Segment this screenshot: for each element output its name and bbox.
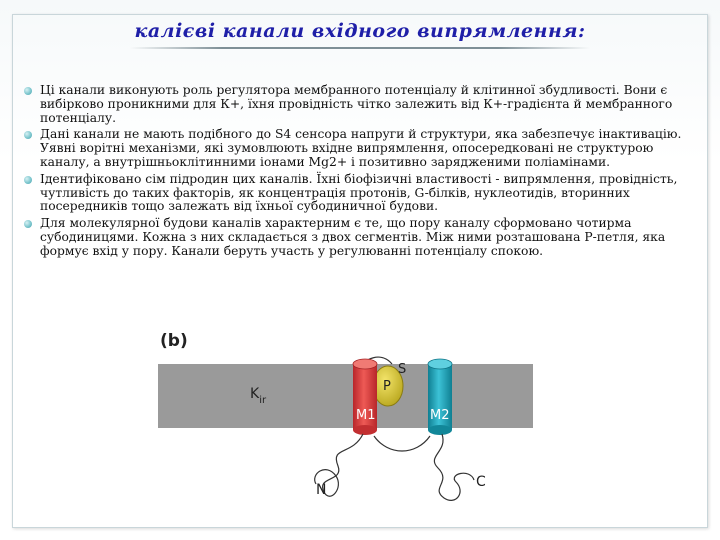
segment-m1-label: M1 xyxy=(356,408,376,423)
intracellular-loop xyxy=(374,436,430,451)
segment-m1-bottom xyxy=(353,425,377,435)
n-terminus-label: N xyxy=(316,482,327,498)
p-loop-label: P xyxy=(383,379,391,394)
segment-m2-top xyxy=(428,359,452,369)
slide-title: калієві канали вхідного випрямлення: xyxy=(134,20,586,42)
bullet-dot-icon xyxy=(24,87,32,95)
bullet-dot-icon xyxy=(24,220,32,228)
c-terminus-tail xyxy=(434,434,474,500)
bullet-item xyxy=(24,173,696,214)
bullet-dot-icon xyxy=(24,176,32,184)
membrane-band xyxy=(158,364,533,428)
bullet-text: Ідентифіковано сім підродин цих каналів. Їхні біофізичні властивості - випрямлення, провідність, чутливість до таких факторів, як концентрація протонів, G-білків, нуклеотидів, вторинних посередників тощо залежать від їхньої субодиничної будови. xyxy=(40,171,678,214)
bullet-item xyxy=(24,217,696,258)
bullet-text: Для молекулярної будови каналів характерним є те, що пору каналу сформовано чотирма субодиницями. Кожна з них складається з двох сегментів. Між ними розташована Р-петля, яка формує вхід у пору. Канали беруть участь у регулюванні потенціалу спокою. xyxy=(40,216,666,258)
channel-diagram-svg xyxy=(130,316,546,518)
bullet-text: Дані канали не мають подібного до S4 сенсора напруги й структури, яка забезпечує інактивацію. Уявні ворітні механізми, які зумовлюють вхідне випрямлення, опосередковані не структурою каналу, а внутрішньоклітинними іонами Mg2+ і позитивно зарядженими поліамінами. xyxy=(40,127,682,169)
bullet-item xyxy=(24,84,696,125)
segment-m1-top xyxy=(353,359,377,369)
segment-m2-bottom xyxy=(428,425,452,435)
bullet-dot-icon xyxy=(24,131,32,139)
title-underline xyxy=(130,47,590,49)
panel-label: (b) xyxy=(160,331,188,351)
bullet-list xyxy=(24,84,696,262)
segment-m2-label: M2 xyxy=(430,408,450,423)
title-container xyxy=(0,20,720,44)
channel-diagram xyxy=(130,316,546,518)
bullet-item xyxy=(24,128,696,169)
selectivity-label: S xyxy=(398,362,407,377)
bullet-text: Ці канали виконують роль регулятора мембранного потенціалу й клітинної збудливості. Вони є вибірково проникними для К+, їхня провідність чітко залежить від К+-градієнта й мембранного потенціалу. xyxy=(40,83,673,125)
channel-label: $K_{ir}$ xyxy=(250,386,267,406)
c-terminus-label: C xyxy=(476,474,486,490)
